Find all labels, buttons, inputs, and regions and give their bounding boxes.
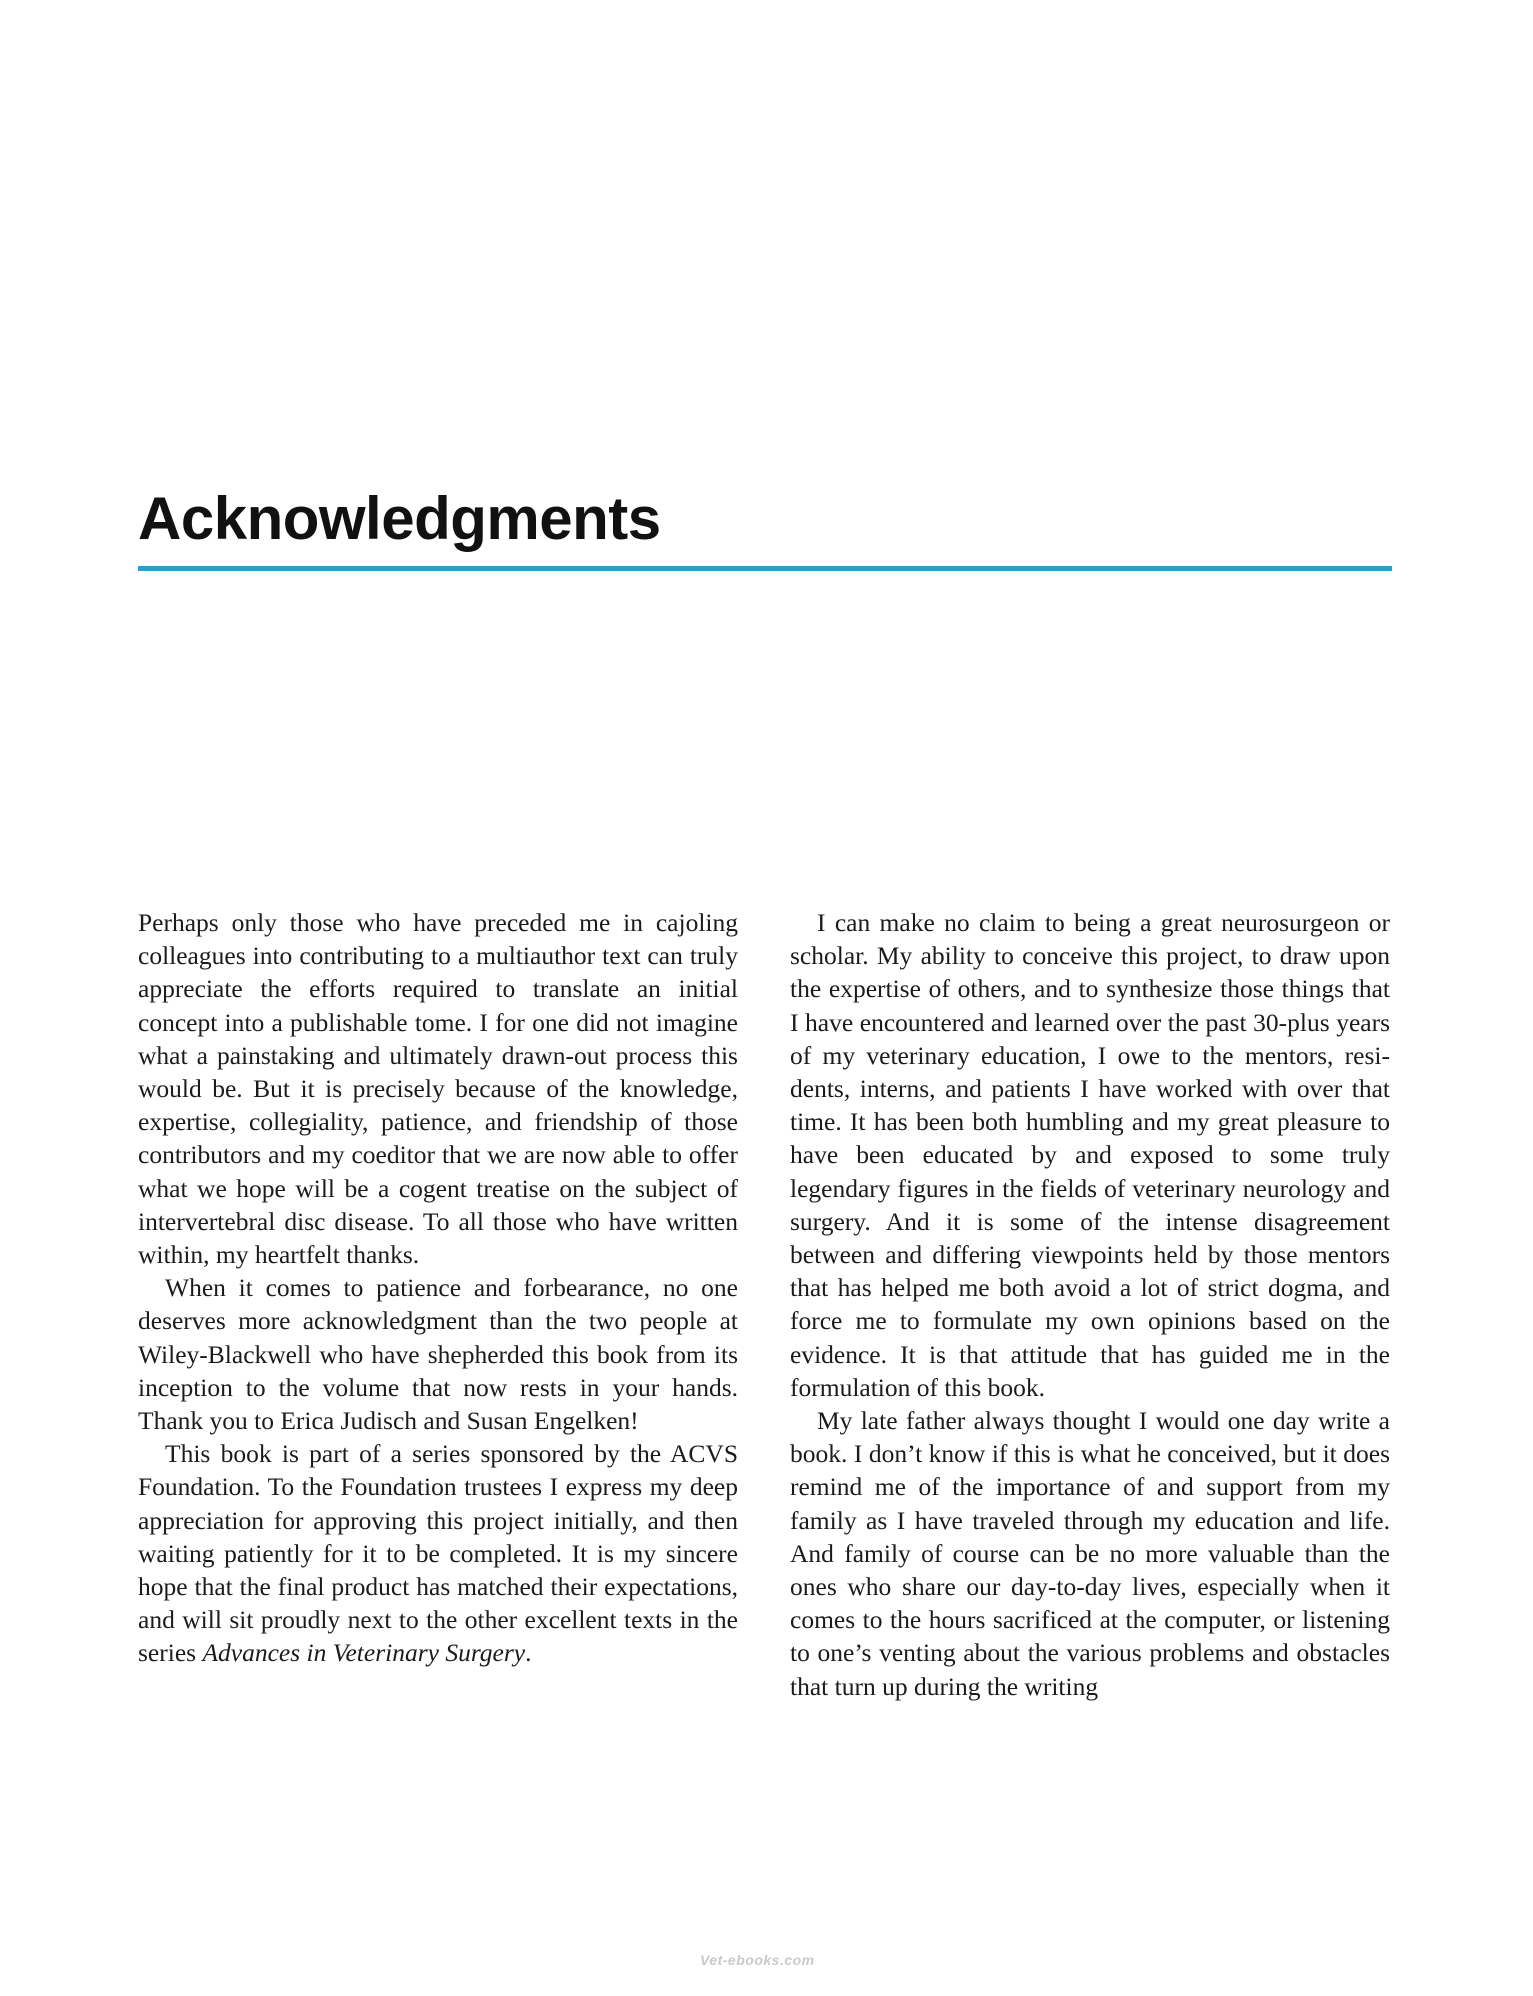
left-paragraph-2: When it comes to patience and forbearance, no one deserves more acknowledgment than the two people at Wiley-Blackwell who have shepherded this book from its inception to the volume that now rests in your hands. Thank you to Erica Judisch and Susan Engelken! [138,1273,738,1436]
right-paragraph-1: I can make no claim to being a great neurosurgeon or scholar. My ability to conceive this project, to draw upon the expertise of others, and to synthesize those things that I have encountered and learned over the past 30-plus years of my veterinary education, I owe to the mentors, residents, interns, and patients I have worked with over that time. It has been both humbling and my great pleasure to have been educated by and exposed to some truly legendary figures in the fields of veterinary neurology and surgery. And it is some of the intense disagreement between and differing viewpoints held by those mentors that has helped me both avoid a lot of strict dogma, and force me to formulate my own opinions based on the evidence. It is that attitude that has guided me in the formulation of this book. [790,908,1390,1402]
page-title: Acknowledgments [138,485,661,552]
left-paragraph-3-text: This book is part of a series sponsored by the ACVS Foundation. To the Foundation trustees I express my deep appreciation for approving this project initially, and then waiting patiently for it to be completed. It is my sincere hope that the final product has matched their expectations, and will sit proudly next to the other excellent texts in the series [138,1439,738,1668]
right-text-column [790,906,1390,1703]
series-title: Advances in Veterinary Surgery [202,1638,526,1668]
left-paragraph-3 [138,1437,738,1669]
right-paragraph-2: My late father always thought I would one day write a book. I don’t know if this is what he conceived, but it does remind me of the importance of and support from my family as I have traveled through my education and life. And family of course can be no more valuable than the ones who share our day-to-day lives, especially when it comes to the hours sacrificed at the computer, or listening to one’s venting about the various problems and obstacles that turn up during the writing [790,1406,1390,1701]
left-text-column [138,906,738,1670]
title-divider [138,566,1392,571]
left-paragraph-3-end: . [525,1638,532,1668]
watermark-logo: Vet-ebooks.com [700,1952,815,1968]
left-paragraph-1: Perhaps only those who have preceded me in cajoling colleagues into contributing to a multiauthor text can truly appreciate the efforts required to translate an initial concept into a publishable tome. I for one did not imagine what a painstaking and ultimately drawn-out process this would be. But it is precisely because of the knowledge, expertise, collegiality, patience, and friendship of those contributors and my coeditor that we are now able to offer what we hope will be a cogent treatise on the subject of intervertebral disc disease. To all those who have written within, my heartfelt thanks. [138,908,738,1270]
